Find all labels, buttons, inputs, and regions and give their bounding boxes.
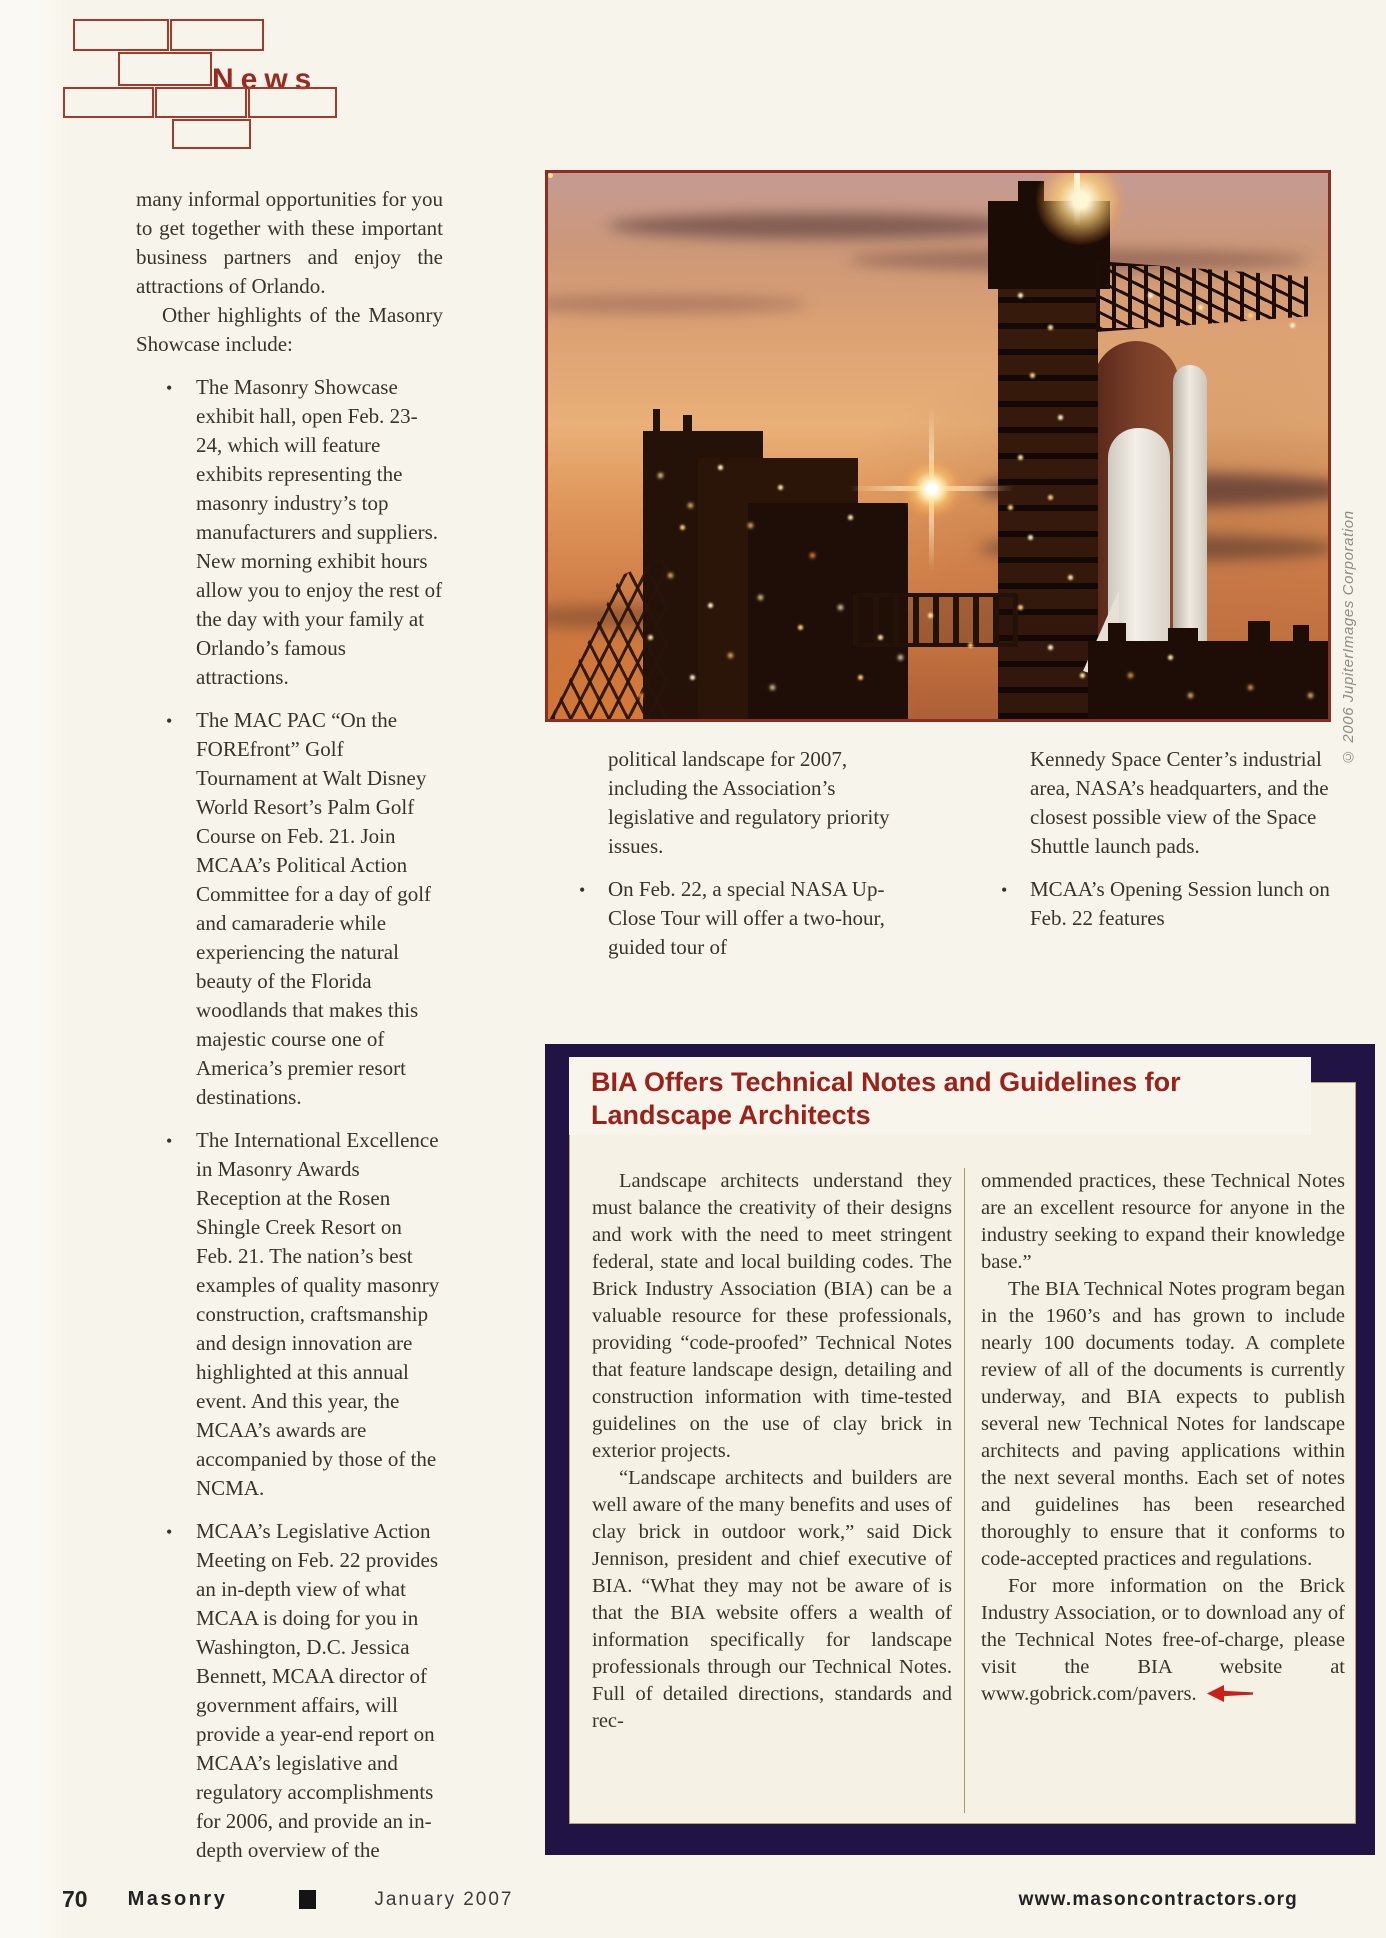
pad-equipment (1293, 625, 1309, 643)
brick-outline (118, 52, 212, 86)
paragraph: Other highlights of the Masonry Showcase include: (136, 303, 443, 356)
paragraph: Landscape architects understand they must balance the creativity of their designs and work with the need to meet stringent federal, state and local building codes. The Brick Industry Association (BIA) can be a valuable resource for these professionals, providing “code-proofed” Technical Notes that feature landscape design, detailing and construction information with time-tested guidelines on the use of clay brick in exterior projects. (592, 1170, 952, 1462)
list-item: • The Masonry Showcase exhibit hall, open Feb. 23-24, which will feature exhibits representing the masonry industry’s top manufacturers and suppliers. New morning exhibit hours allow you to enjoy the rest of the day with your family at Orlando’s famous attractions. (136, 373, 443, 692)
access-bridge (853, 593, 1018, 647)
article-right-area (545, 170, 1375, 1865)
list-item: • MCAA’s Legislative Action Meeting on Feb. 22 provides an in-depth view of what MCAA is doing for you in Washington, D.C. Jessica Bennett, MCAA director of government affairs, will provide a year-end report on MCAA’s legislative and regulatory accomplishments for 2006, and provide an in-depth overview of the (136, 1517, 443, 1865)
news-header (60, 19, 390, 149)
red-arrow-icon (1207, 1685, 1253, 1702)
pad-equipment (1108, 623, 1126, 643)
highlight-list (995, 875, 1335, 933)
list-item: • MCAA’s Opening Session lunch on Feb. 22 features (995, 875, 1335, 933)
antenna-mast (653, 409, 660, 435)
list-item: • On Feb. 22, a special NASA Up-Close Tour will offer a two-hour, guided tour of (573, 875, 910, 962)
paragraph: many informal opportunities for you to get together with these important business partners and enjoy the attractions of Orlando. (136, 187, 443, 298)
article-body (136, 170, 1375, 1865)
bia-sidebar-panel (545, 1044, 1375, 1855)
antenna-mast (720, 435, 728, 463)
paragraph: political landscape for 2007, including the Association’s legislative and regulatory priority issues. (608, 747, 890, 858)
section-title: News (212, 63, 319, 96)
shuttle-photo-illustration (545, 170, 1331, 722)
beacon-light (1074, 173, 1080, 225)
crane-arm (1096, 261, 1308, 332)
bia-columns (592, 1168, 1345, 1813)
bia-content-box (569, 1082, 1356, 1824)
issue-date: January 2007 (374, 1888, 514, 1910)
article-middle-column (573, 745, 910, 1022)
photo-credit: © 2006 JupiterImages Corporation (1340, 510, 1357, 765)
photo-cloud (545, 295, 808, 313)
paragraph-text: For more information on the Brick Industry Association, or to download any of the Technical Notes free-of-charge, please visit the BIA website at www.gobrick.com/pavers. (981, 1575, 1345, 1705)
paragraph (981, 1573, 1345, 1708)
magazine-name: Masonry (127, 1888, 228, 1910)
footer-website: www.masoncontractors.org (1018, 1888, 1298, 1910)
light-flare (900, 457, 964, 521)
bia-headline: BIA Offers Technical Notes and Guidelines for Landscape Architects (569, 1057, 1311, 1135)
brick-outline (63, 87, 154, 118)
pad-equipment (1248, 621, 1270, 641)
article-left-column (136, 170, 443, 1865)
brick-outline (248, 87, 337, 118)
highlight-list (136, 373, 443, 1865)
article-right-column (995, 745, 1335, 1022)
truss-tower (550, 556, 668, 719)
bia-right-column (981, 1168, 1345, 1813)
column-divider (964, 1168, 965, 1813)
pad-lights (548, 173, 553, 178)
brick-outline (155, 87, 247, 118)
paragraph: The BIA Technical Notes program began in the 1960’s and has grown to include nearly 100 documents today. A complete review of all of the documents is currently underway, and BIA expects to publish several new Technical Notes for landscape architects and paving applications within the next several months. Each set of notes and guidelines has been researched thoroughly to ensure that it conforms to code-accepted practices and regulations. (981, 1278, 1345, 1570)
photo-cloud (608, 213, 1028, 239)
paragraph: Kennedy Space Center’s industrial area, NASA’s headquarters, and the closest possible view of the Space Shuttle launch pads. (1030, 747, 1329, 858)
list-item: • The International Excellence in Masonry Awards Reception at the Rosen Shingle Creek Resort on Feb. 21. The nation’s best examples of quality masonry construction, craftsmanship and design innovation are highlighted at this annual event. And this year, the MCAA’s awards are accompanied by those of the NCMA. (136, 1126, 443, 1503)
bia-left-column (592, 1168, 952, 1813)
pad-platform (1088, 641, 1328, 719)
footer-square-icon (299, 1890, 316, 1909)
brick-outline (172, 119, 251, 149)
paragraph: “Landscape architects and builders are well aware of the many benefits and uses of clay brick in outdoor work,” said Dick Jennison, president and chief executive of BIA. “What they may not be aware of is that the BIA website offers a wealth of information specifically for landscape professionals through our Technical Notes. Full of detailed directions, standards and rec- (592, 1467, 952, 1732)
list-item: • The MAC PAC “On the FOREfront” Golf Tournament at Walt Disney World Resort’s Palm Golf Course on Feb. 21. Join MCAA’s Political Action Committee for a day of golf and camaraderie while experiencing the natural beauty of the Florida woodlands that makes this majestic course one of America’s premier resort destinations. (136, 706, 443, 1112)
page-number: 70 (62, 1886, 88, 1912)
brick-outline (73, 19, 169, 51)
antenna-mast (683, 415, 692, 437)
page-footer (62, 1886, 1298, 1913)
caption-columns (545, 745, 1375, 1022)
paragraph: ommended practices, these Technical Notes are an excellent resource for anyone in the industry seeking to expand their knowledge base.” (981, 1170, 1345, 1273)
highlight-list (573, 875, 910, 962)
brick-outline (170, 19, 264, 51)
pad-equipment (1168, 628, 1198, 643)
